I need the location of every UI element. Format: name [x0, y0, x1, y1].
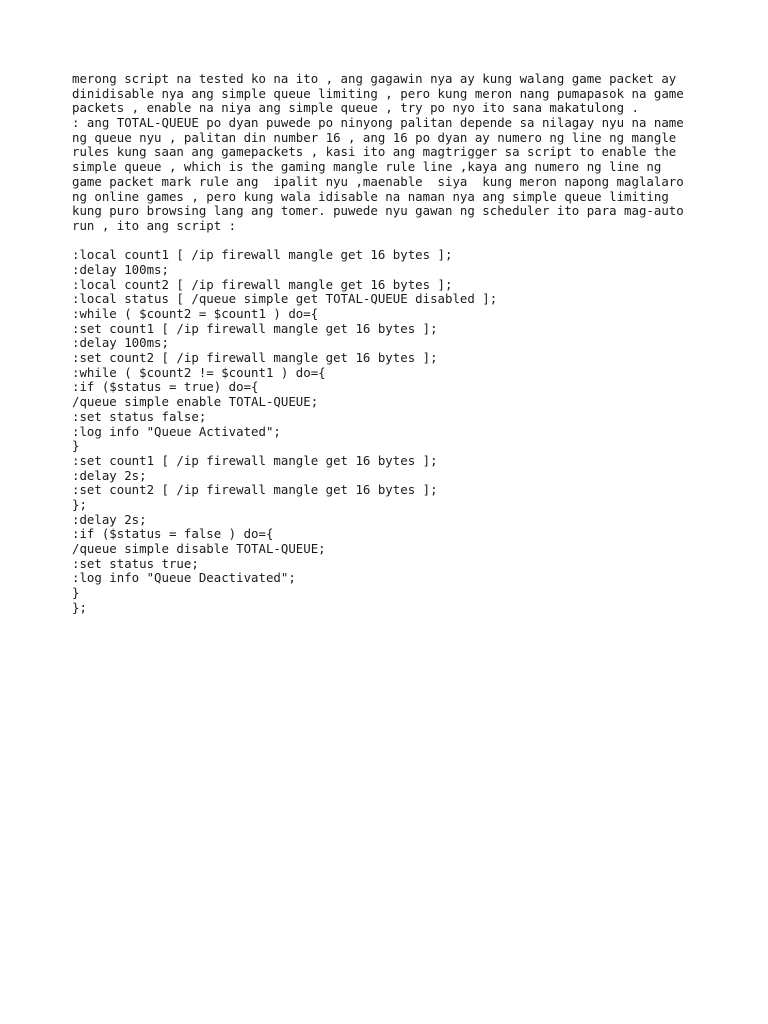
code-line: };: [72, 599, 87, 615]
document-page: [72, 72, 712, 615]
intro-line: ng online games , pero kung wala idisable na naman nya ang simple queue limiting: [72, 188, 669, 204]
code-line: :local count2 [ /ip firewall mangle get 16 bytes ];: [72, 276, 453, 292]
code-line: :log info "Queue Deactivated";: [72, 570, 296, 586]
code-line: :while ( $count2 = $count1 ) do={: [72, 306, 319, 321]
code-line: :set count2 [ /ip firewall mangle get 16 bytes ];: [72, 482, 438, 498]
code-line: :if ($status = false ) do={: [72, 526, 274, 542]
intro-line: : ang TOTAL-QUEUE po dyan puwede po ninyong palitan depende sa nilagay nyu na name: [72, 115, 684, 131]
code-line: :delay 100ms;: [72, 261, 169, 277]
intro-line: packets , enable na niya ang simple queue , try po nyo ito sana makatulong .: [72, 100, 639, 116]
script-code-block: [72, 248, 712, 615]
code-line: :set count1 [ /ip firewall mangle get 16 bytes ];: [72, 320, 438, 336]
intro-line: merong script na tested ko na ito , ang gagawin nya ay kung walang game packet ay: [72, 71, 677, 86]
code-line: :set count2 [ /ip firewall mangle get 16 bytes ];: [72, 350, 438, 366]
code-line: :log info "Queue Activated";: [72, 423, 281, 439]
intro-paragraph: [72, 72, 712, 234]
code-line: /queue simple disable TOTAL-QUEUE;: [72, 541, 326, 556]
code-line: :delay 2s;: [72, 467, 147, 483]
code-line: };: [72, 496, 87, 512]
code-line: }: [72, 438, 80, 454]
code-line: :set count1 [ /ip firewall mangle get 16 bytes ];: [72, 452, 438, 468]
paragraph-spacer: [72, 234, 712, 249]
intro-line: dinidisable nya ang simple queue limiting , pero kung meron nang pumapasok na game: [72, 85, 684, 101]
intro-line: run , ito ang script :: [72, 217, 237, 233]
code-line: :local status [ /queue simple get TOTAL-QUEUE disabled ];: [72, 291, 498, 307]
code-line: :set status false;: [72, 408, 207, 424]
code-line: }: [72, 585, 80, 601]
code-line: :local count1 [ /ip firewall mangle get 16 bytes ];: [72, 247, 453, 263]
code-line: :set status true;: [72, 555, 199, 571]
intro-line: kung puro browsing lang ang tomer. puwede nyu gawan ng scheduler ito para mag-auto: [72, 203, 684, 219]
intro-line: rules kung saan ang gamepackets , kasi ito ang magtrigger sa script to enable the: [72, 144, 677, 160]
code-line: :while ( $count2 != $count1 ) do={: [72, 364, 326, 380]
code-line: /queue simple enable TOTAL-QUEUE;: [72, 394, 319, 410]
intro-line: simple queue , which is the gaming mangle rule line ,kaya ang numero ng line ng: [72, 159, 662, 175]
intro-line: ng queue nyu , palitan din number 16 , ang 16 po dyan ay numero ng line ng mangle: [72, 129, 677, 145]
code-line: :delay 100ms;: [72, 335, 169, 351]
code-line: :delay 2s;: [72, 511, 147, 527]
code-line: :if ($status = true) do={: [72, 379, 259, 395]
intro-line: game packet mark rule ang ipalit nyu ,maenable siya kung meron napong maglalaro: [72, 173, 684, 189]
